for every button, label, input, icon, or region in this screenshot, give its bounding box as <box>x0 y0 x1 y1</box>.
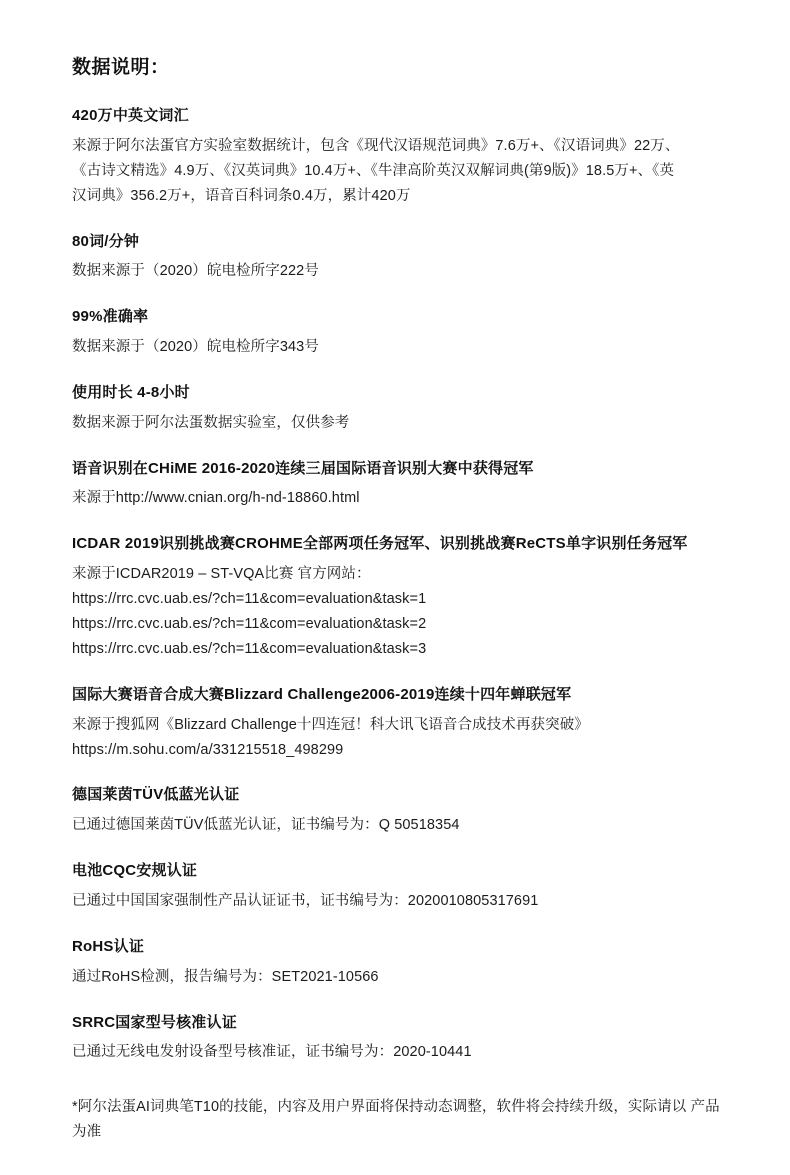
section-heading: 德国莱茵TÜV低蓝光认证 <box>72 786 240 804</box>
section-blizzard-challenge <box>72 684 728 763</box>
section-icdar-award <box>72 533 728 662</box>
body-line: 数据来源于（2020）皖电检所字343号 <box>72 339 319 355</box>
section-rohs-certification <box>72 936 728 990</box>
body-line: 已通过无线电发射设备型号核准证，证书编号为：2020-10441 <box>72 1044 472 1061</box>
footnote <box>72 1095 728 1145</box>
section-heading: 语音识别在CHiME 2016-2020连续三届国际语音识别大赛中获得冠军 <box>72 459 534 477</box>
body-line: 《古诗文精选》4.9万、《汉英词典》10.4万+、《牛津高阶英汉双解词典(第9版)》18.5万+、《英 <box>72 162 675 179</box>
body-line: 通过RoHS检测，报告编号为：SET2021-10566 <box>72 968 379 985</box>
section-cqc-certification <box>72 860 728 914</box>
section-battery-life <box>72 382 728 436</box>
body-line: 来源于http://www.cnian.org/h-nd-18860.html <box>72 490 360 507</box>
body-line: 数据来源于（2020）皖电检所字222号 <box>72 263 319 280</box>
section-heading: 99%准确率 <box>72 308 149 326</box>
body-line-url: https://rrc.cvc.uab.es/?ch=11&com=evaluation&task=3 <box>72 640 427 657</box>
body-line: 汉词典》356.2万+，语音百科词条0.4万，累计420万 <box>72 187 411 204</box>
body-line: 数据来源于阿尔法蛋数据实验室，仅供参考 <box>72 414 350 431</box>
footnote-line: *阿尔法蛋AI词典笔T10的技能，内容及用户界面将保持动态调整，软件将会持续升级，实际请以 <box>72 1099 687 1116</box>
section-srrc-certification <box>72 1012 728 1066</box>
body-line: 已通过中国国家强制性产品认证证书，证书编号为：2020010805317691 <box>72 892 539 909</box>
section-heading: ICDAR 2019识别挑战赛CROHME全部两项任务冠军、识别挑战赛ReCTS单字识别任务冠军 <box>72 535 688 553</box>
section-vocabulary <box>72 105 728 209</box>
footnote-line: 产品为准 <box>72 1099 720 1141</box>
section-body <box>72 889 728 914</box>
body-line-url: https://m.sohu.com/a/331215518_498299 <box>72 741 344 758</box>
section-heading: 电池CQC安规认证 <box>72 862 198 880</box>
body-line-url: https://rrc.cvc.uab.es/?ch=11&com=evaluation&task=2 <box>72 615 427 632</box>
section-heading: 420万中英文词汇 <box>72 107 189 124</box>
body-line: 来源于阿尔法蛋官方实验室数据统计，包含《现代汉语规范词典》7.6万+、《汉语词典》22万、 <box>72 137 680 154</box>
section-body <box>72 411 728 436</box>
body-line: 来源于搜狐网《Blizzard Challenge十四连冠！科大讯飞语音合成技术再获突破》 <box>72 716 589 733</box>
section-body <box>72 562 728 662</box>
body-line: 已通过德国莱茵TÜV低蓝光认证，证书编号为：Q 50518354 <box>72 817 460 834</box>
page-title: 数据说明： <box>72 57 170 78</box>
section-body <box>72 813 728 838</box>
section-heading: 80词/分钟 <box>72 232 140 250</box>
section-body <box>72 1040 728 1065</box>
section-heading: 国际大赛语音合成大赛Blizzard Challenge2006-2019连续十四年蝉联冠军 <box>72 685 572 703</box>
section-accuracy <box>72 306 728 360</box>
section-body <box>72 965 728 990</box>
section-heading: SRRC国家型号核准认证 <box>72 1013 237 1031</box>
section-heading: 使用时长 4-8小时 <box>72 383 190 401</box>
section-body <box>72 713 728 763</box>
section-speech-recognition-award <box>72 458 728 512</box>
section-body <box>72 134 728 209</box>
body-line-url: https://rrc.cvc.uab.es/?ch=11&com=evaluation&task=1 <box>72 591 427 607</box>
section-heading: RoHS认证 <box>72 937 145 955</box>
section-body <box>72 259 728 284</box>
section-tuv-certification <box>72 784 728 838</box>
section-body <box>72 335 728 360</box>
section-words-per-minute <box>72 231 728 285</box>
body-line: 来源于ICDAR2019 – ST-VQA比赛 官方网站： <box>72 566 371 583</box>
section-body <box>72 486 728 511</box>
